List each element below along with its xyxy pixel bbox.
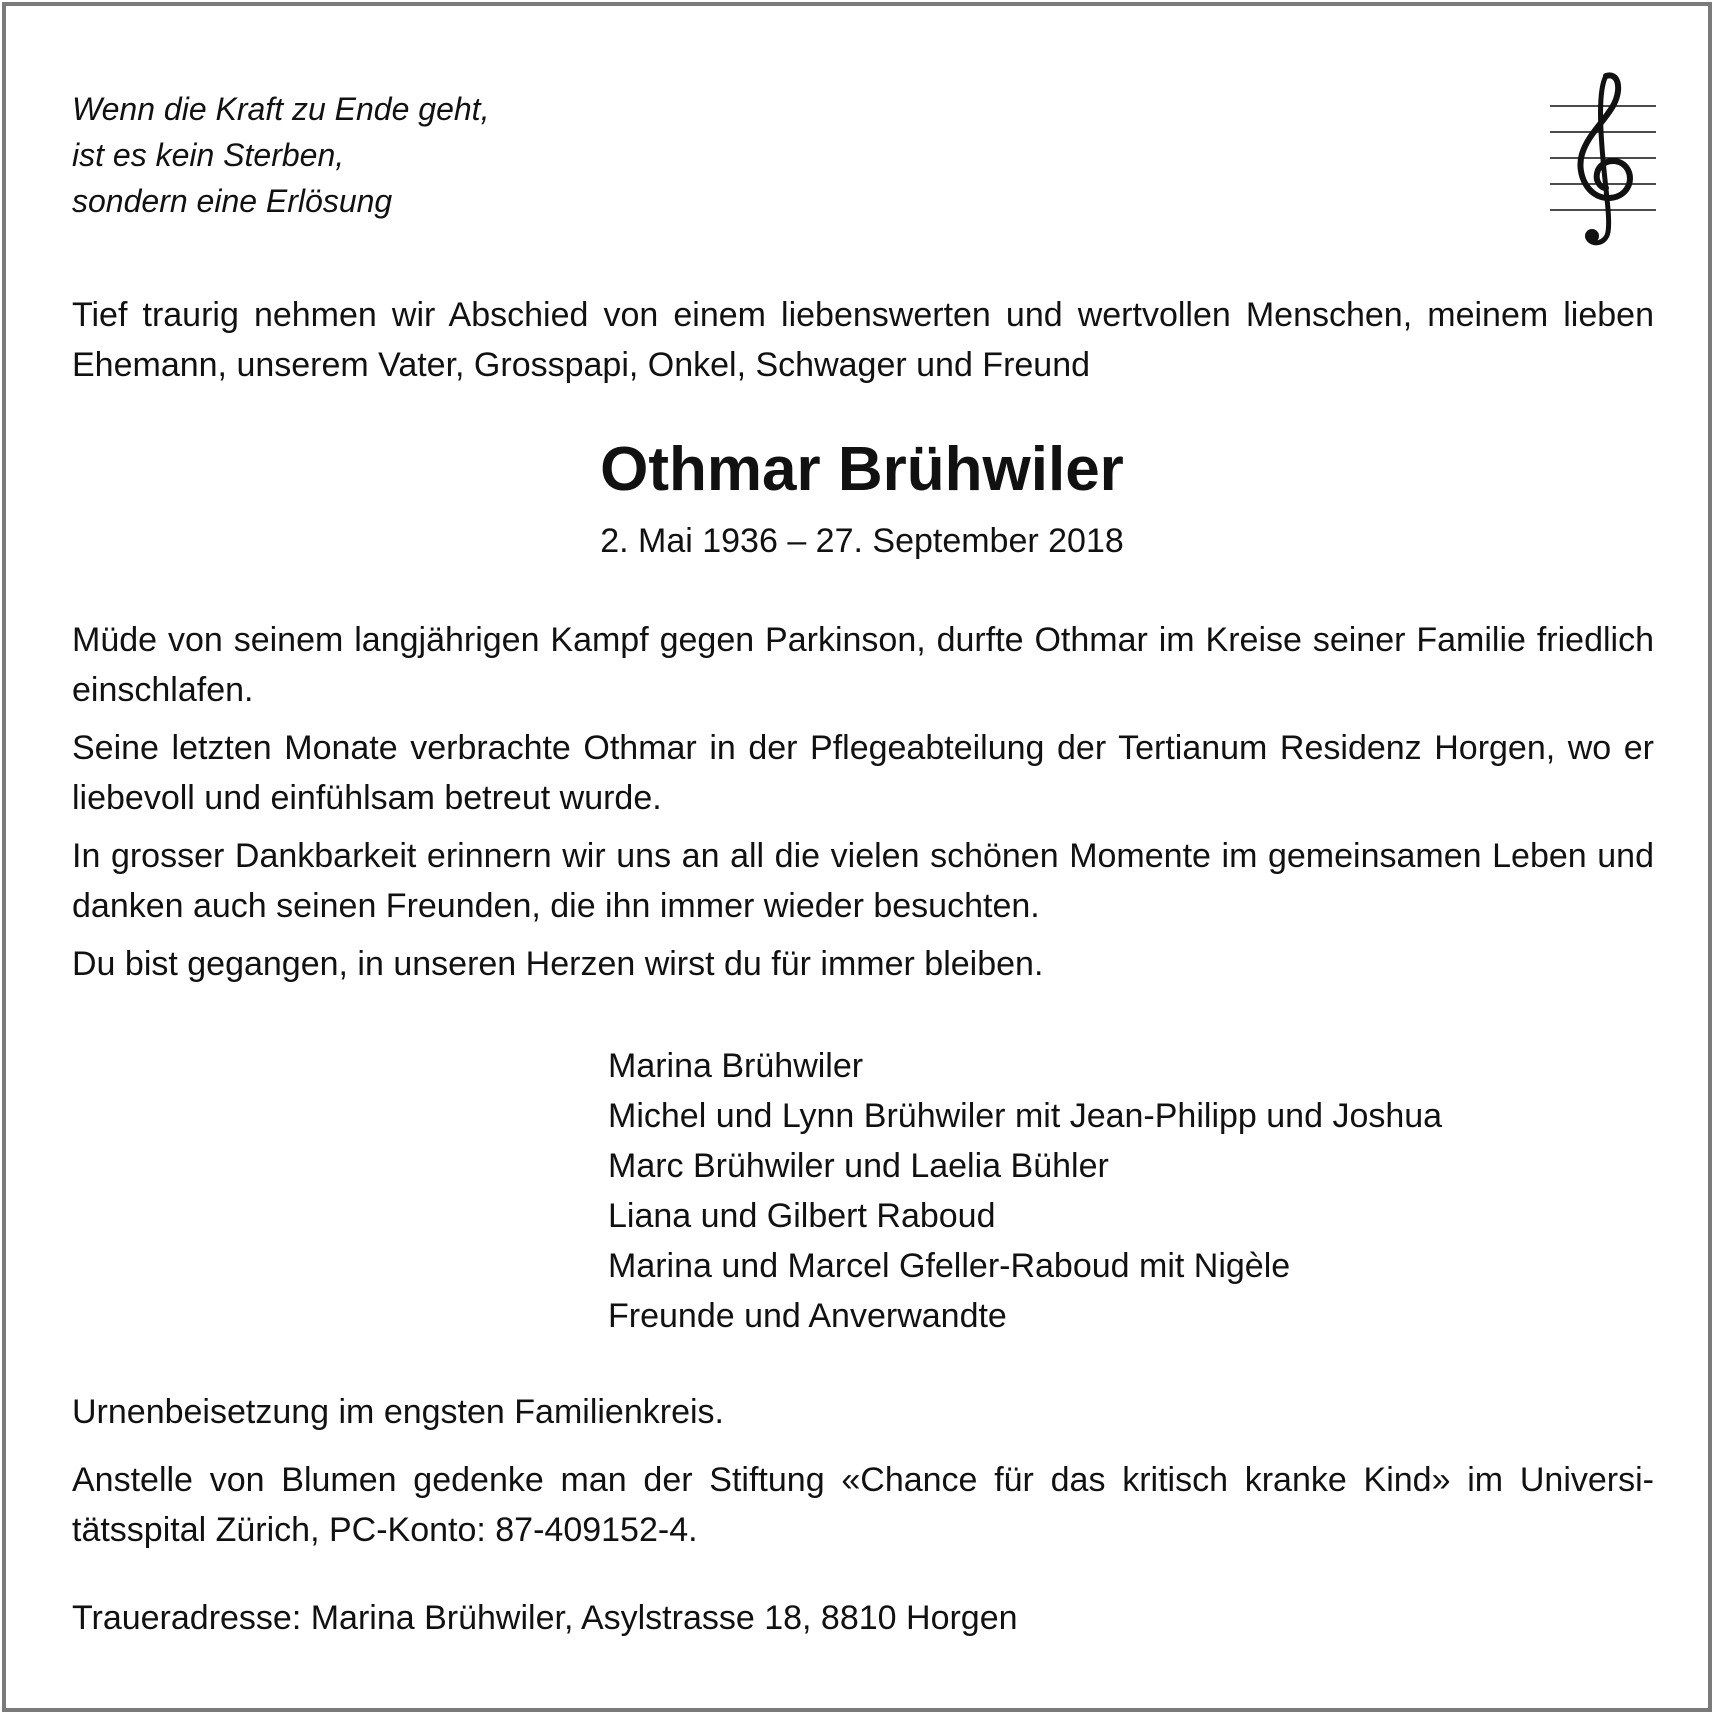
mourner-entry: Marc Brühwiler und Laelia Bühler (608, 1147, 1109, 1185)
paragraph: Müde von seinem langjährigen Kampf gegen Parkinson, durfte Othmar im Kreise seiner Familie friedlich einschlafen. (72, 621, 1654, 709)
mourner-entry: Liana und Gilbert Raboud (608, 1197, 996, 1235)
mourners-list (608, 1041, 1442, 1341)
mourning-address: Traueradresse: Marina Brühwiler, Asylstrasse 18, 8810 Horgen (72, 1599, 1018, 1637)
treble-clef-icon (1548, 70, 1658, 250)
intro-text: Tief traurig nehmen wir Abschied von einem liebenswerten und wertvollen Menschen, meinem lieben Ehemann, unserem Vater, Grosspapi, Onkel, Schwager und Freund (72, 296, 1654, 384)
mourner-entry: Freunde und Anverwandte (608, 1297, 1007, 1335)
motto-quote (72, 86, 489, 224)
paragraph: In grosser Dankbarkeit erinnern wir uns an all die vielen schönen Momente im gemeinsamen Leben und danken auch seinen Freunden, die ihn immer wieder besuchten. (72, 837, 1654, 925)
paragraph: Seine letzten Monate verbrachte Othmar in der Pflegeabteilung der Tertianum Residenz Horgen, wo er liebevoll und einfühlsam betreut wurde. (72, 729, 1654, 817)
mourner-entry: Marina Brühwiler (608, 1047, 864, 1085)
motto-line: ist es kein Sterben, (72, 137, 345, 173)
paragraph: Du bist gegangen, in unseren Herzen wirst du für immer bleiben. (72, 945, 1044, 983)
burial-note: Urnenbeisetzung im engsten Familienkreis. (72, 1393, 724, 1431)
deceased-name: Othmar Brühwiler (600, 435, 1124, 504)
motto-line: sondern eine Erlösung (72, 183, 393, 219)
obituary-footer (72, 1387, 1654, 1661)
donation-note: Anstelle von Blumen gedenke man der Stiftung «Chance für das kritisch kranke Kind» im Universi-tätsspital Zürich, PC-Konto: 87-409152-4. (72, 1461, 1654, 1549)
life-dates: 2. Mai 1936 – 27. September 2018 (600, 522, 1124, 560)
mourner-entry: Michel und Lynn Brühwiler mit Jean-Philipp und Joshua (608, 1097, 1443, 1135)
motto-line: Wenn die Kraft zu Ende geht, (72, 91, 490, 127)
mourner-entry: Marina und Marcel Gfeller-Raboud mit Nigèle (608, 1247, 1291, 1285)
obituary-body (72, 615, 1654, 997)
